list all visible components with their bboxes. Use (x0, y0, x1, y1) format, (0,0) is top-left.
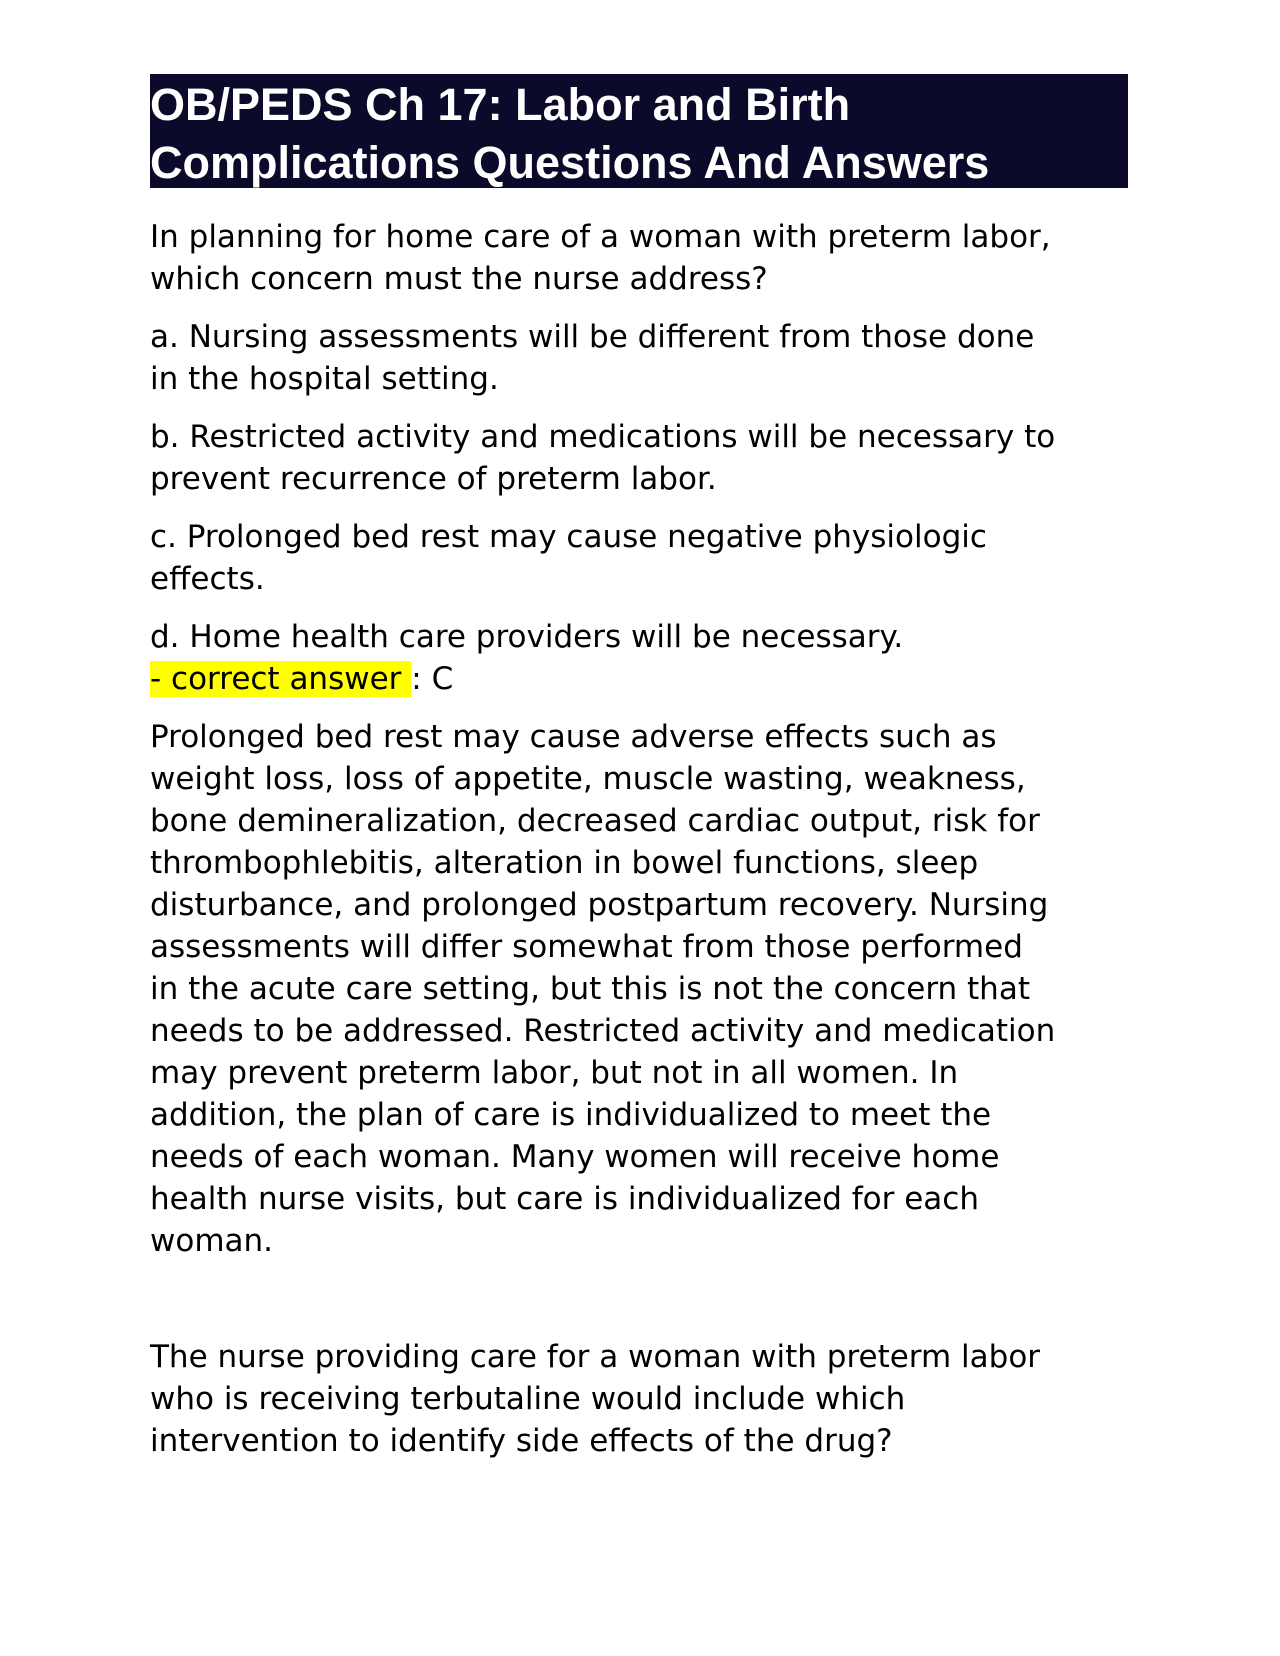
option-a-line: a. Nursing assessments will be different from those done (150, 319, 1035, 355)
option-c-line: effects. (150, 561, 265, 597)
explanation-line: may prevent preterm labor, but not in all women. In (150, 1055, 959, 1091)
question-2-stem-line: who is receiving terbutaline would include which (150, 1381, 906, 1417)
option-c (150, 516, 1128, 600)
option-d (150, 616, 1128, 658)
option-a (150, 316, 1128, 400)
question-2-stem-line: intervention to identify side effects of the drug? (150, 1423, 893, 1459)
title-line-1: OB/PEDS Ch 17: Labor and Birth (150, 79, 851, 130)
correct-answer-value: : C (411, 661, 454, 697)
explanation-line: health nurse visits, but care is individualized for each (150, 1181, 979, 1217)
question-1-stem-line: which concern must the nurse address? (150, 261, 768, 297)
explanation-line: woman. (150, 1223, 274, 1259)
question-1-stem (150, 216, 1128, 300)
explanation-line: disturbance, and prolonged postpartum recovery. Nursing (150, 887, 1049, 923)
explanation-line: addition, the plan of care is individualized to meet the (150, 1097, 992, 1133)
option-b-line: prevent recurrence of preterm labor. (150, 461, 717, 497)
document-page (150, 74, 1128, 1462)
explanation-line: assessments will differ somewhat from those performed (150, 929, 1023, 965)
answer-explanation (150, 716, 1128, 1262)
explanation-line: bone demineralization, decreased cardiac output, risk for (150, 803, 1040, 839)
correct-answer-line (150, 658, 1128, 700)
option-a-line: in the hospital setting. (150, 361, 499, 397)
option-c-line: c. Prolonged bed rest may cause negative physiologic (150, 519, 987, 555)
explanation-line: needs to be addressed. Restricted activity and medication (150, 1013, 1056, 1049)
option-d-line: d. Home health care providers will be necessary. (150, 619, 904, 655)
question-1-stem-line: In planning for home care of a woman with preterm labor, (150, 219, 1051, 255)
option-b-line: b. Restricted activity and medications will be necessary to (150, 419, 1056, 455)
explanation-line: weight loss, loss of appetite, muscle wasting, weakness, (150, 761, 1026, 797)
explanation-line: thrombophlebitis, alteration in bowel functions, sleep (150, 845, 979, 881)
question-2-stem (150, 1336, 1128, 1462)
explanation-line: in the acute care setting, but this is not the concern that (150, 971, 1030, 1007)
explanation-line: Prolonged bed rest may cause adverse effects such as (150, 719, 997, 755)
question-2-stem-line: The nurse providing care for a woman with preterm labor (150, 1339, 1041, 1375)
document-title (150, 74, 1128, 188)
title-line-2: Complications Questions And Answers (150, 137, 990, 188)
explanation-line: needs of each woman. Many women will receive home (150, 1139, 1000, 1175)
document-body (150, 216, 1128, 1462)
option-b (150, 416, 1128, 500)
correct-answer-label: - correct answer (150, 661, 412, 697)
